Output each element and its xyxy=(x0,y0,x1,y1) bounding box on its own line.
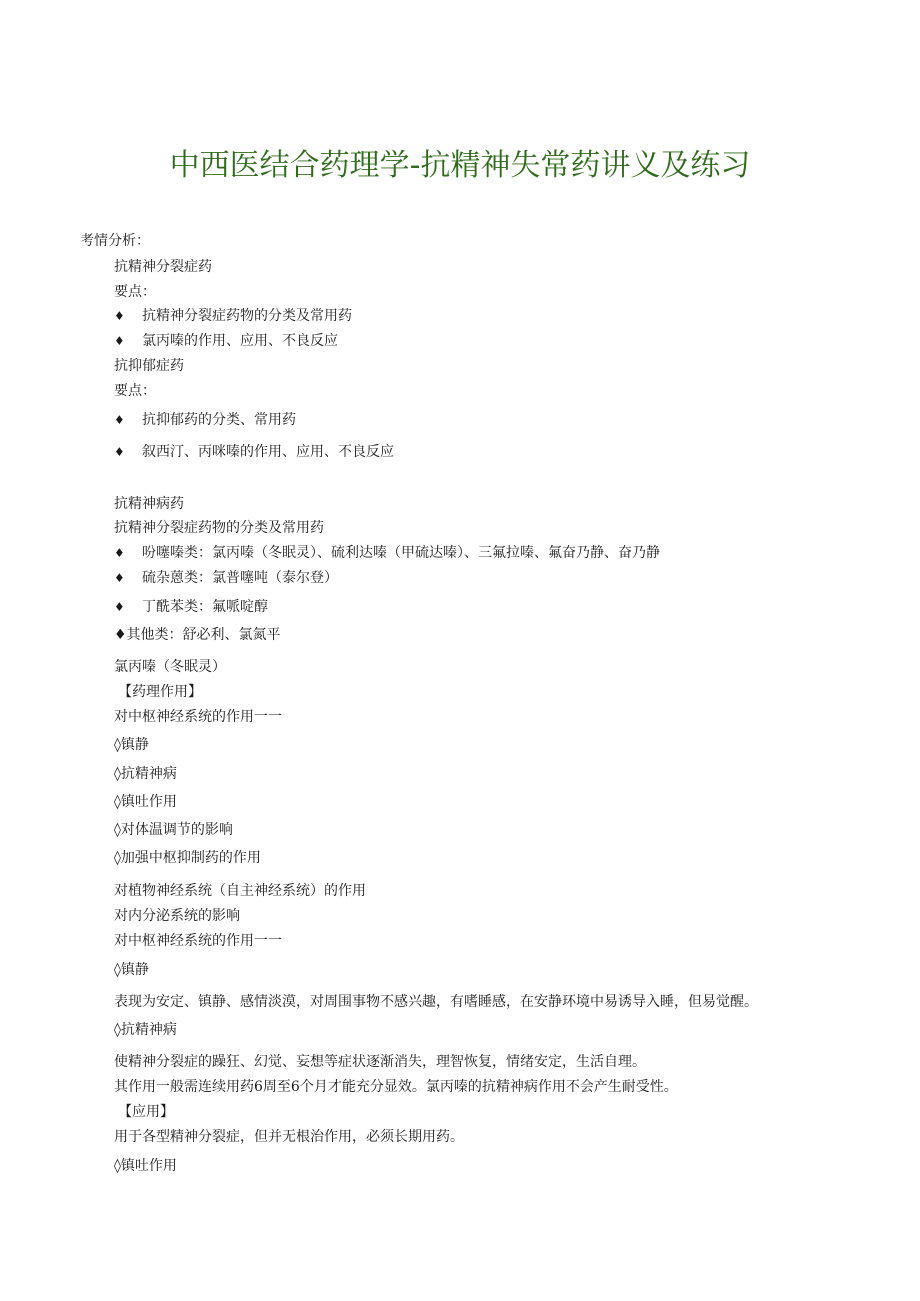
paragraph: 抗精神分裂症药物的分类及常用药 xyxy=(114,520,324,536)
bracket-heading: 【应用】 xyxy=(118,1104,174,1120)
drug-class-item: 丁酰苯类：氟哌啶醇 xyxy=(142,599,268,615)
subheading-antischizophrenia: 抗精神分裂症药 xyxy=(114,259,212,275)
key-point: 氯丙嗪的作用、应用、不良反应 xyxy=(142,333,338,349)
drug-name: 氯丙嗪（冬眠灵） xyxy=(114,659,226,675)
key-point: 抗精神分裂症药物的分类及常用药 xyxy=(142,308,352,324)
diamond-bullet-icon: ♦ xyxy=(114,445,125,459)
paragraph: 对中枢神经系统的作用一一 xyxy=(114,933,282,949)
drug-class-item: ♦其他类：舒必利、氯氮平 xyxy=(114,627,281,643)
effect-item: ◊抗精神病 xyxy=(114,1022,177,1038)
paragraph: 表现为安定、镇静、感情淡漠，对周围事物不感兴趣，有嗜睡感，在安静环境中易诱导入睡，但易觉醒。 xyxy=(114,994,758,1010)
key-point: 抗抑郁药的分类、常用药 xyxy=(142,412,296,428)
diamond-bullet-icon: ♦ xyxy=(114,413,125,427)
subheading-antidepressant: 抗抑郁症药 xyxy=(114,358,184,374)
key-points-label: 要点： xyxy=(114,284,156,300)
paragraph: 使精神分裂症的躁狂、幻觉、妄想等症状逐渐消失，理智恢复，情绪安定，生活自理。 xyxy=(114,1054,646,1070)
diamond-bullet-icon: ♦ xyxy=(114,600,125,614)
diamond-bullet-icon: ♦ xyxy=(114,334,125,348)
paragraph: 对中枢神经系统的作用一一 xyxy=(114,709,282,725)
section-heading-antipsychotics: 抗精神病药 xyxy=(114,496,184,512)
effect-item: ◊镇吐作用 xyxy=(114,1158,177,1174)
diamond-bullet-icon: ♦ xyxy=(114,571,125,585)
effect-item: ◊镇静 xyxy=(114,962,149,978)
key-point: 叙西汀、丙咪嗪的作用、应用、不良反应 xyxy=(142,444,394,460)
effect-item: ◊镇吐作用 xyxy=(114,794,177,810)
effect-item: ◊抗精神病 xyxy=(114,766,177,782)
bracket-heading: 【药理作用】 xyxy=(118,684,202,700)
diamond-bullet-icon: ♦ xyxy=(114,546,125,560)
paragraph: 其作用一般需连续用药6周至6个月才能充分显效。氯丙嗪的抗精神病作用不会产生耐受性。 xyxy=(114,1079,678,1095)
paragraph: 对内分泌系统的影响 xyxy=(114,908,240,924)
effect-item: ◊镇静 xyxy=(114,737,149,753)
drug-class-item: 硫杂蒽类：氯普噻吨（泰尔登） xyxy=(142,570,338,586)
effect-item: ◊加强中枢抑制药的作用 xyxy=(114,850,261,866)
page-title: 中西医结合药理学-抗精神失常药讲义及练习 xyxy=(169,148,751,183)
drug-class-item: 吩噻嗪类：氯丙嗪（冬眠灵）、硫利达嗪（甲硫达嗪）、三氟拉嗪、氟奋乃静、奋乃静 xyxy=(142,545,660,561)
key-points-label: 要点： xyxy=(114,383,156,399)
diamond-bullet-icon: ♦ xyxy=(114,309,125,323)
paragraph: 用于各型精神分裂症，但并无根治作用，必须长期用药。 xyxy=(114,1129,464,1145)
paragraph: 对植物神经系统（自主神经系统）的作用 xyxy=(114,883,366,899)
effect-item: ◊对体温调节的影响 xyxy=(114,822,233,838)
section-heading-exam-analysis: 考情分析： xyxy=(80,233,150,249)
